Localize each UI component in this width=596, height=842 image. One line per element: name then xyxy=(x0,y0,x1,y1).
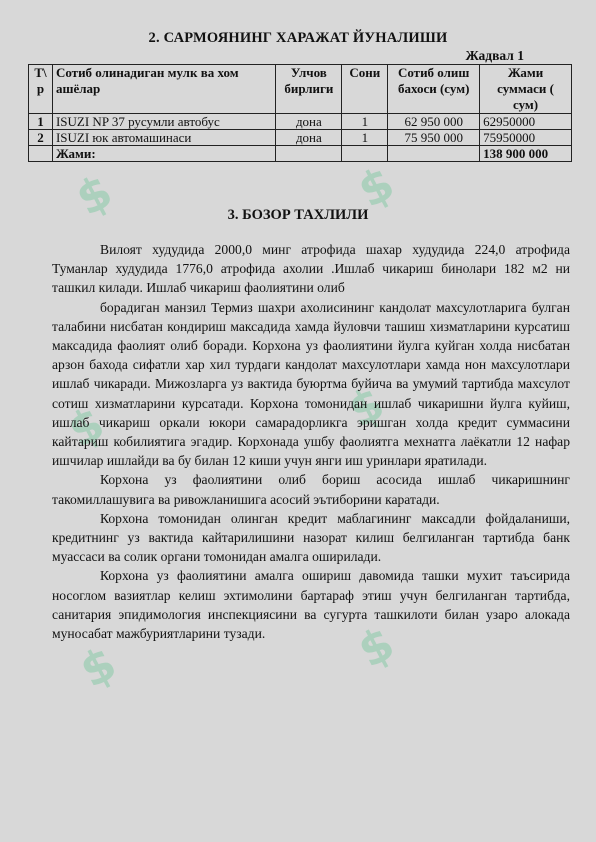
row-item: ISUZI юк автомашинаси xyxy=(52,130,275,146)
paragraph: Корхона томонидан олинган кредит маблагининг максадли фойдаланиши, кредитнинг уз вактида кайтарилишини назорат килиш белгиланган тартибда банк муассаси ва солик органи томонидан амалга оширилади. xyxy=(52,510,570,565)
header-qty: Сони xyxy=(342,65,388,114)
row-price: 62 950 000 xyxy=(388,114,480,130)
header-item: Сотиб олинадиган мулк ва хом ашёлар xyxy=(52,65,275,114)
row-total: 75950000 xyxy=(480,130,572,146)
investment-table xyxy=(28,64,572,162)
row-no: 2 xyxy=(29,130,53,146)
table-number: Жадвал 1 xyxy=(465,48,524,63)
header-price: Сотиб олиш бахоси (сум) xyxy=(388,65,480,114)
body-text xyxy=(52,240,570,643)
watermark-logo: $ xyxy=(339,375,393,439)
table-row xyxy=(29,130,572,146)
paragraph: Корхона уз фаолиятини амалга ошириш давомида ташки мухит таъсирида носоглом вазиятлар келиш эхтимолини бартараф этиш учун белгиланган тартибда, санитария эпидимология инспекциясини ва сугурта ташкилоти билан узаро алокада муносабат мажбуриятларини тузади. xyxy=(52,568,570,642)
header-unit: Улчов бирлиги xyxy=(276,65,342,114)
paragraph: Корхона уз фаолиятини олиб бориш асосида ишлаб чикаришнинг такомиллашувига ва ривожланишига асосий эътиборини каратади. xyxy=(52,472,570,507)
table-row xyxy=(29,114,572,130)
table-header-row xyxy=(29,65,572,114)
watermark-logo: $ xyxy=(349,155,403,219)
watermark-logo: $ xyxy=(67,163,121,227)
row-unit: дона xyxy=(276,114,342,130)
paragraph: борадиган манзил Термиз шахри ахолисининг кандолат махсулотларига булган талабини нисбатан кондириш максадида хамда йуловчи ташиш хизматларини курсатиш максадида фаолият олиб боради. Корхона уз фаолиятини йулга куйган холда нисбатан арзон бахода сифатли хар хил турдаги кандолат махсулотлари хамда нон махсулотлари ишлаб чикаради. Мижозларга уз вактида буюртма буйича ва умумий тартибда махсулот сотиш хизматларини курсатади. Корхона томонидан ишлаб чикаришни йулга куйиш, ишлаб чикариш оркали юкори самарадорликга эришган холда кредит суммасини кайтариш кобилиятига эгадир. Корхонада ушбу фаолиятга мехнатга лаёкатли 12 нафар ишчилар ишлайди ва бу билан 12 киши учун янги иш уринлари яратилади. xyxy=(52,299,570,469)
total-empty-cell xyxy=(342,146,388,162)
total-value: 138 900 000 xyxy=(480,146,572,162)
header-no: Т\ р xyxy=(29,65,53,114)
total-empty-cell xyxy=(276,146,342,162)
watermark-logo: $ xyxy=(59,395,113,459)
row-qty: 1 xyxy=(342,114,388,130)
row-price: 75 950 000 xyxy=(388,130,480,146)
watermark-logo: $ xyxy=(71,635,125,699)
row-item: ISUZI NP 37 русумли автобус xyxy=(52,114,275,130)
row-qty: 1 xyxy=(342,130,388,146)
section-3-title: 3. БОЗОР ТАХЛИЛИ xyxy=(227,207,369,223)
watermark-logo: $ xyxy=(349,615,403,679)
row-no: 1 xyxy=(29,114,53,130)
row-unit: дона xyxy=(276,130,342,146)
row-total: 62950000 xyxy=(480,114,572,130)
paragraph: Вилоят худудида 2000,0 минг атрофида шахар худудида 224,0 атрофида Туманлар худудида 1776,0 атрофида ахолии .Ишлаб чикариш бинолари 182 м2 ни ташкил килади. Ишлаб чикариш фаолиятини олиб xyxy=(52,242,570,296)
total-empty-cell xyxy=(388,146,480,162)
total-empty-cell xyxy=(29,146,53,162)
table-total-row xyxy=(29,146,572,162)
total-label: Жами: xyxy=(52,146,275,162)
header-total: Жами суммаси ( сум) xyxy=(480,65,572,114)
section-2-title: 2. САРМОЯНИНГ ХАРАЖАТ ЙУНАЛИШИ xyxy=(148,30,448,46)
